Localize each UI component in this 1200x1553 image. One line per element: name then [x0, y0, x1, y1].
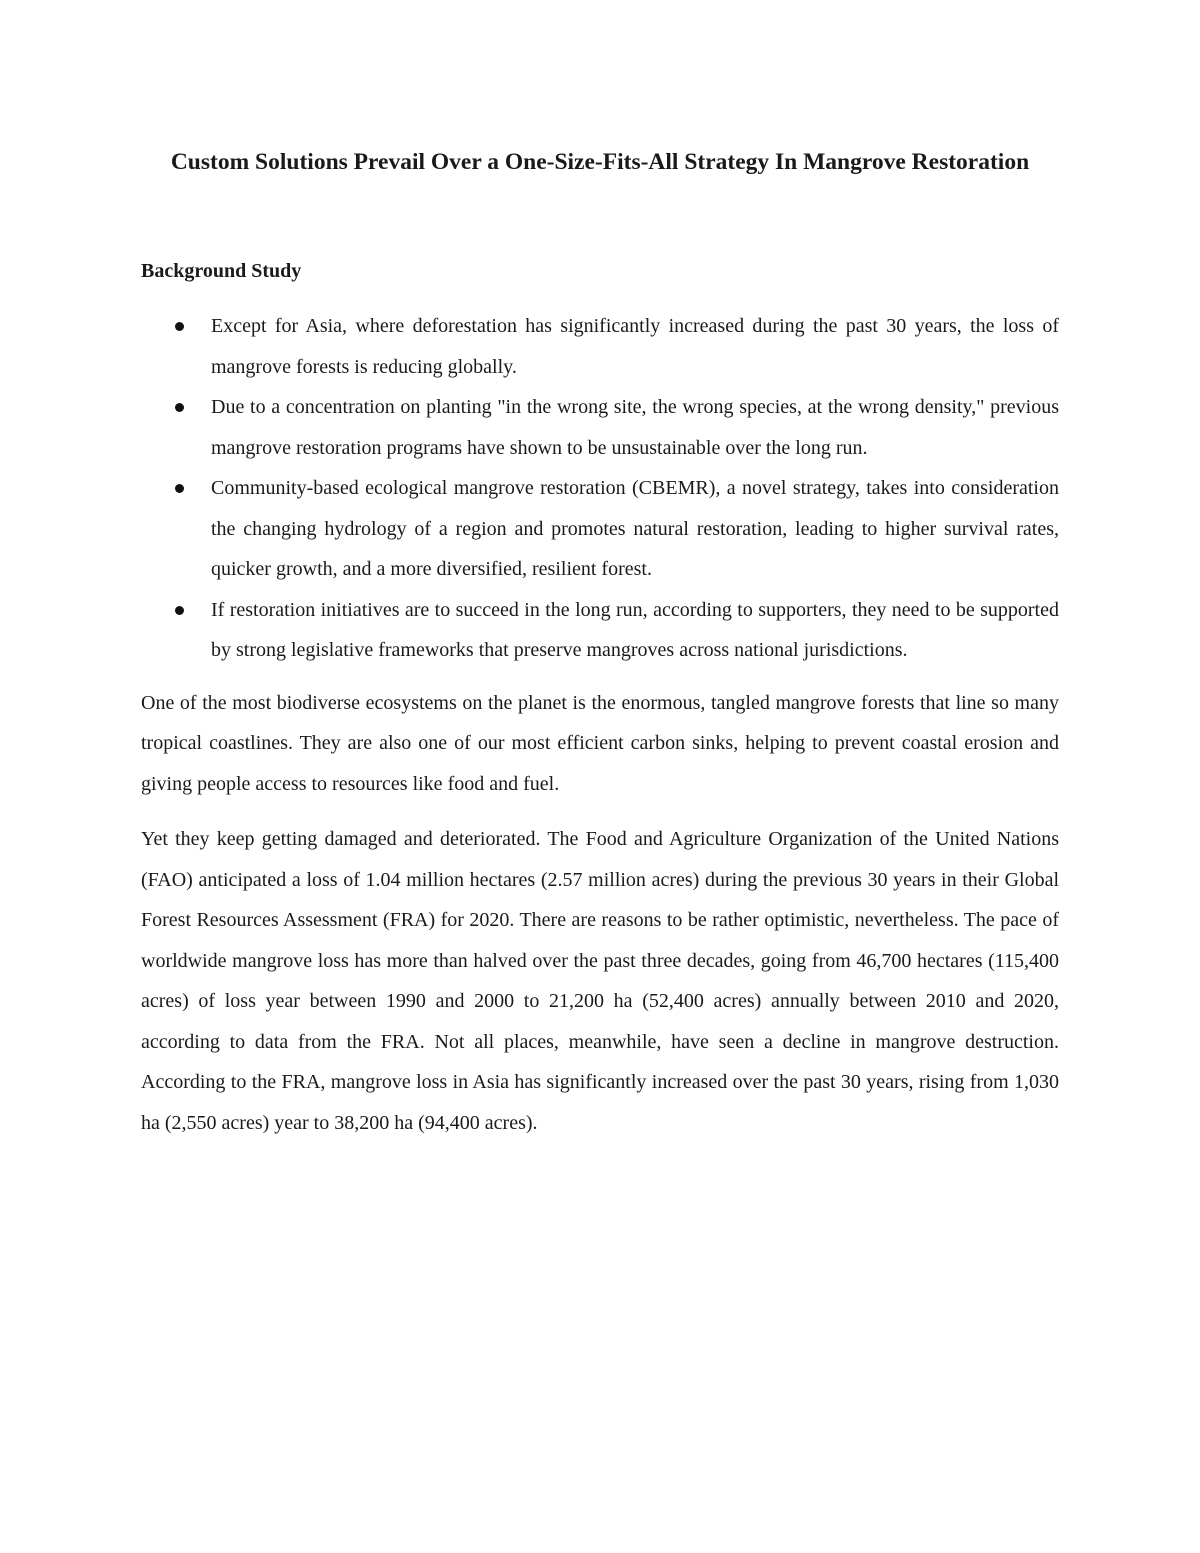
section-heading: Background Study — [141, 260, 302, 282]
bullet-list — [141, 306, 1059, 671]
bullet-item — [211, 306, 1059, 387]
bullet-text: Community-based ecological mangrove restoration (CBEMR), a novel strategy, takes into consideration the changing hydrology of a region and promotes natural restoration, leading to higher survival rates, quicker growth, and a more diversified, resilient forest. — [211, 477, 1059, 580]
bullet-text: Due to a concentration on planting "in the wrong site, the wrong species, at the wrong density," previous mangrove restoration programs have shown to be unsustainable over the long run. — [211, 396, 1059, 459]
body-paragraph-intro: One of the most biodiverse ecosystems on the planet is the enormous, tangled mangrove forests that line so many tropical coastlines. They are also one of our most efficient carbon sinks, helping to prevent coastal erosion and giving people access to resources like food and fuel. — [141, 691, 1059, 795]
bullet-icon — [175, 322, 184, 331]
body-paragraph-loss-stats: Yet they keep getting damaged and deteriorated. The Food and Agriculture Organization of the United Nations (FAO) anticipated a loss of 1.04 million hectares (2.57 million acres) during the previous 30 years in their Global Forest Resources Assessment (FRA) for 2020. There are reasons to be rather optimistic, nevertheless. The pace of worldwide mangrove loss has more than halved over the past three decades, going from 46,700 hectares (115,400 acres) of loss year between 1990 and 2000 to 21,200 ha (52,400 acres) annually between 2010 and 2020, according to data from the FRA. Not all places, meanwhile, have seen a decline in mangrove destruction. According to the FRA, mangrove loss in Asia has significantly increased over the past 30 years, rising from 1,030 ha (2,550 acres) year to 38,200 ha (94,400 acres). — [141, 828, 1059, 1134]
bullet-item — [211, 468, 1059, 590]
bullet-item — [211, 387, 1059, 468]
bullet-text: Except for Asia, where deforestation has significantly increased during the past 30 years, the loss of mangrove forests is reducing globally. — [211, 315, 1059, 378]
bullet-text: If restoration initiatives are to succeed in the long run, according to supporters, they need to be supported by strong legislative frameworks that preserve mangroves across national jurisdictions. — [211, 598, 1059, 661]
document-page — [141, 138, 1059, 1143]
bullet-item — [211, 590, 1059, 671]
bullet-icon — [175, 403, 184, 412]
bullet-icon — [175, 484, 184, 493]
document-title: Custom Solutions Prevail Over a One-Size-Fits-All Strategy In Mangrove Restoration — [170, 149, 1030, 175]
bullet-icon — [175, 606, 184, 615]
